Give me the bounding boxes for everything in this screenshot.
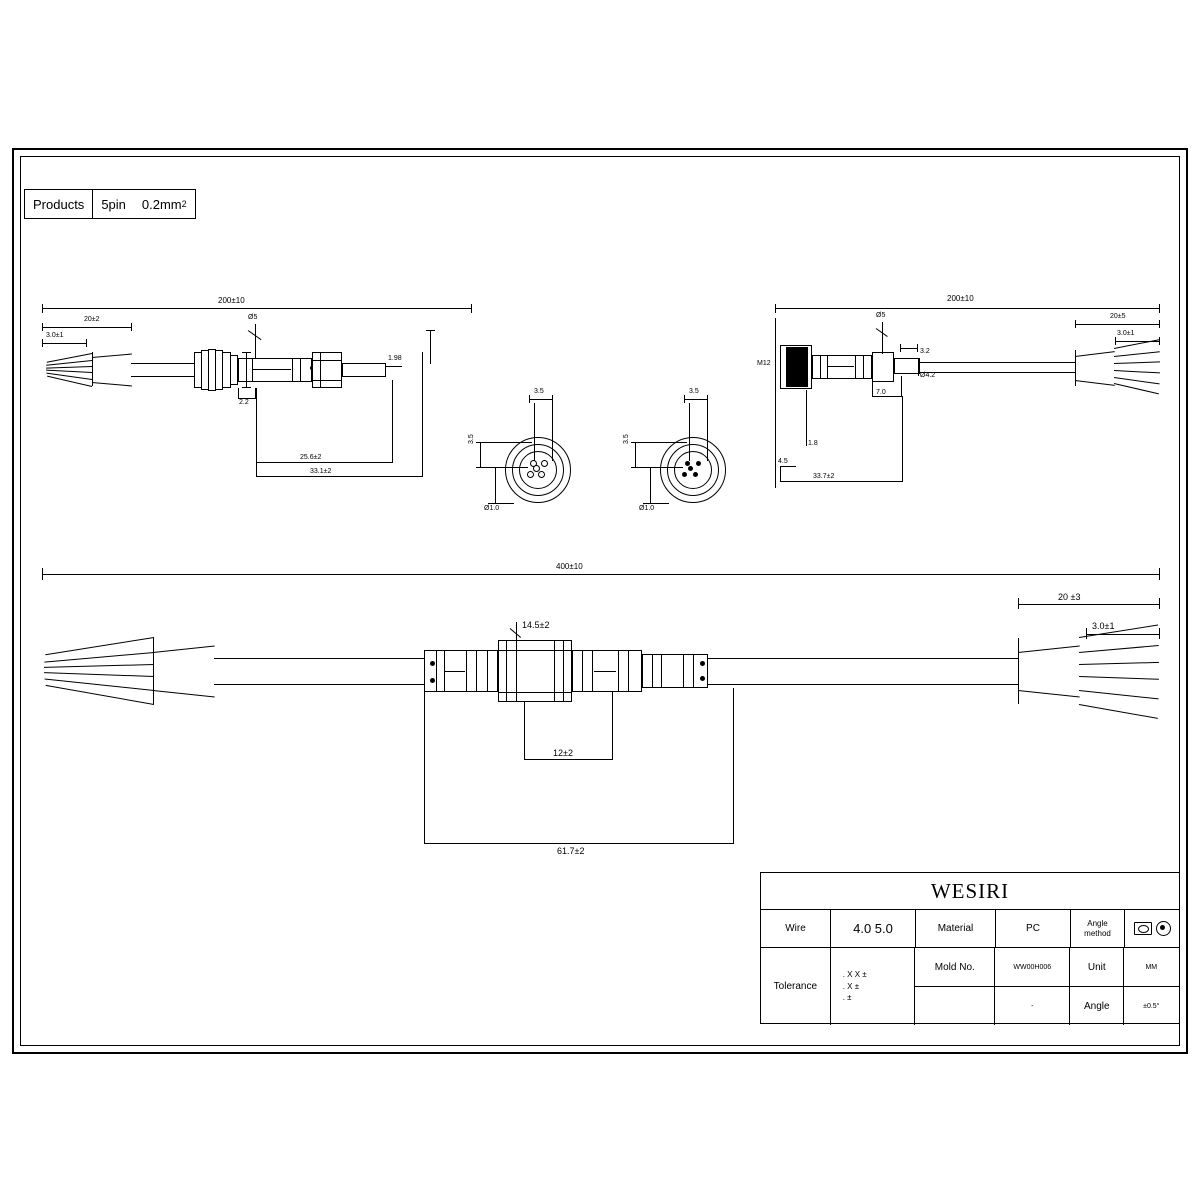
dim-section-right-height: 3.5 (623, 434, 630, 444)
dim-mid-bottom: 12±2 (553, 748, 573, 758)
wire-label: Wire (761, 910, 831, 947)
dim-strip-b-right: 3.0±1 (1117, 330, 1135, 337)
angle-method-label: Angle method (1071, 910, 1125, 947)
blank-label (915, 987, 995, 1025)
dim-strip-a-bottom: 20 ±3 (1058, 592, 1081, 602)
dim-d2-right: Ø4.2 (920, 372, 936, 379)
title-block-row-wire (761, 910, 1179, 948)
dim-d3-left: 1.98 (388, 355, 402, 362)
dim-strip-a-left: 20±2 (84, 316, 100, 323)
dim-len1-left: 25.6±2 (300, 454, 322, 461)
dim-d5-right: 4.5 (778, 458, 788, 465)
dim-strip-a-right: 20±5 (1110, 313, 1126, 320)
dim-len1-right: 33.7±2 (813, 473, 835, 480)
title-block (760, 872, 1180, 1024)
dim-overall-length-left: 200±10 (218, 296, 245, 305)
tolerance-line-3: . ± (842, 993, 852, 1003)
dim-section-right-width: 3.5 (689, 388, 699, 395)
dim-section-left-hole: Ø1.0 (484, 505, 500, 512)
dim-d3-right: 7.0 (876, 389, 886, 396)
material-value: PC (996, 910, 1071, 947)
dim-strip-b-bottom: 3.0±1 (1092, 621, 1115, 631)
wire-value: 4.0 5.0 (831, 910, 916, 947)
dim-section-left-width: 3.5 (534, 388, 544, 395)
angle-label: Angle (1070, 987, 1124, 1025)
tolerance-line-1: . X X ± (842, 970, 867, 980)
angle-value: ±0.5° (1143, 1002, 1160, 1010)
products-spec-section-value: 0.2mm (141, 196, 182, 212)
mold-no-label: Mold No. (915, 948, 995, 987)
material-label: Material (916, 910, 996, 947)
unit-value: MM (1145, 964, 1158, 971)
dim-overall-length-bottom: 400±10 (556, 562, 583, 571)
products-header-box (24, 189, 196, 219)
dim-section-right-hole: Ø1.0 (639, 505, 655, 512)
dim-strip-b-left: 3.0±1 (46, 332, 64, 339)
brand-name: WESIRI (930, 878, 1010, 903)
dim-d2-left: 2.2 (239, 399, 249, 406)
angle-method-symbol (1125, 910, 1179, 947)
dim-body-bottom: 61.7±2 (557, 846, 585, 856)
products-spec-pins: 5pin (101, 196, 126, 212)
label-thread-m12: M12 (757, 360, 771, 367)
dim-overall-length-right: 200±10 (947, 294, 974, 303)
dim-d1-right: 3.2 (920, 348, 930, 355)
title-block-row-tolerance (761, 948, 1179, 1025)
tolerance-label: Tolerance (761, 948, 831, 1025)
dim-len2-left: 33.1±2 (310, 468, 332, 475)
projection-first-angle-icon (1134, 922, 1152, 935)
tolerance-values (831, 948, 916, 1025)
blank-value: - (995, 987, 1070, 1025)
products-spec-section-exponent: 2 (181, 199, 187, 209)
projection-third-angle-icon (1156, 921, 1171, 936)
dim-nut-bottom: 14.5±2 (522, 620, 550, 630)
dim-d4-right: 1.8 (808, 440, 818, 447)
dim-thread-left: Ø5 (248, 314, 258, 321)
products-label: Products (25, 190, 93, 218)
mold-no-value: WW00H006 (995, 948, 1070, 987)
dim-thread-right: Ø5 (876, 312, 886, 319)
unit-label: Unit (1070, 948, 1124, 987)
tolerance-line-2: . X ± (842, 981, 860, 991)
title-block-header (761, 873, 1179, 910)
products-spec-section (134, 190, 195, 218)
dim-section-left-height: 3.5 (468, 434, 475, 444)
